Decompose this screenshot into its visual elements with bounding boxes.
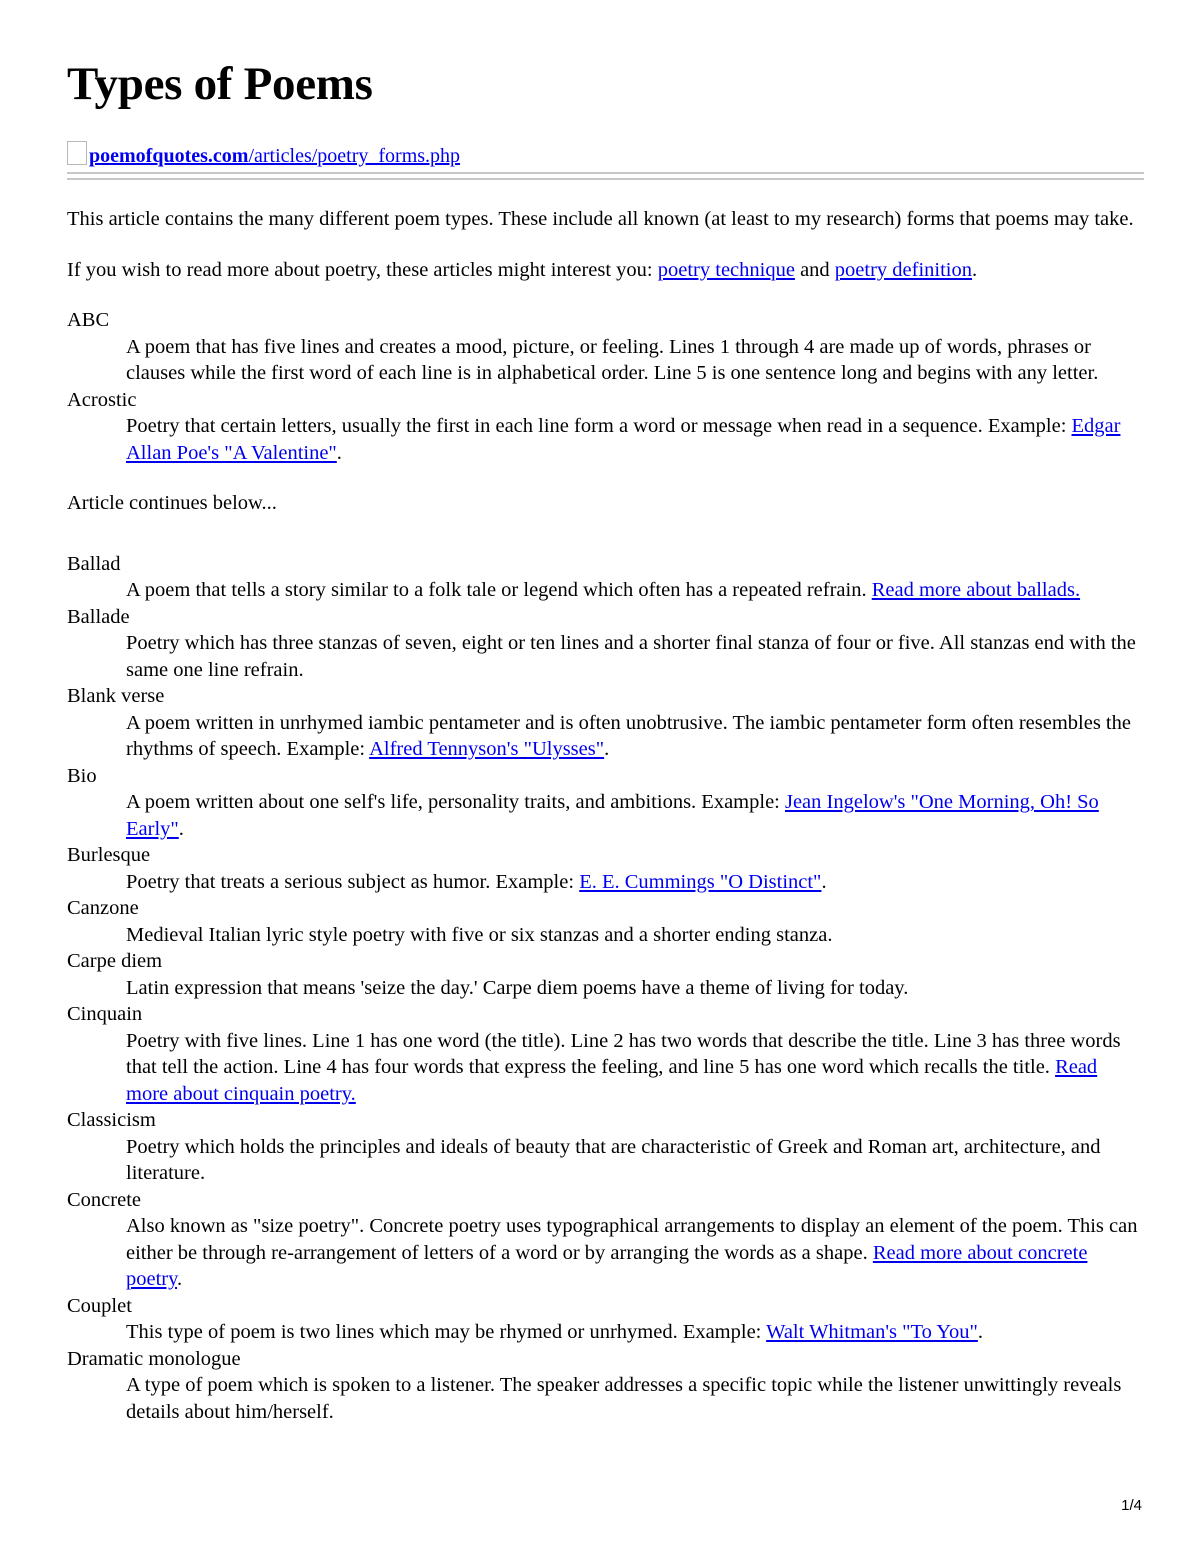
example-link-bio[interactable]: Jean Ingelow's "One Morning, Oh! So Early" [126,791,1099,840]
definition-canzone: Medieval Italian lyric style poetry with five or six stanzas and a shorter ending stanza. [126,923,833,946]
term-carpe-diem: Carpe diem [67,950,163,972]
source-domain: poemofquotes.com [89,145,249,167]
definition-concrete [126,1213,1144,1293]
definition-ballade: Poetry which has three stanzas of seven, eight or ten lines and a shorter final stanza of four or five. All stanzas end with the same one line refrain. [126,632,1136,681]
document-page [67,58,1144,1425]
definition-list-second [67,551,1144,1426]
poetry-definition-link[interactable]: poetry definition [834,258,973,281]
definition-bio [126,789,1144,842]
source-url-row [67,143,1144,171]
broken-image-icon [67,141,87,165]
source-path: /articles/poetry_forms.php [248,145,461,167]
example-link-acrostic[interactable]: Edgar Allan Poe's "A Valentine" [126,415,1121,464]
definition-text: A poem that tells a story similar to a folk tale or legend which often has a repeated refrain. [126,579,872,601]
term-burlesque: Burlesque [67,844,151,866]
poetry-technique-link[interactable]: poetry technique [657,258,795,281]
definition-abc: A poem that has five lines and creates a mood, picture, or feeling. Lines 1 through 4 are made up of words, phrases or clauses while the first word of each line is in alphabetical order. Line 5 is one sentence long and begins with any letter. [126,335,1099,384]
definition-text: Poetry that treats a serious subject as humor. Example: [126,870,580,893]
interest-text-middle: and [794,258,835,281]
definition-text: Poetry that certain letters, usually the first in each line form a word or message when read in a sequence. Example: [126,415,1072,437]
term-ballad: Ballad [67,552,121,575]
term-bio: Bio [67,764,97,787]
term-couplet: Couplet [67,1294,132,1317]
definition-burlesque [126,869,1144,896]
term-cinquain: Cinquain [67,1003,143,1025]
definition-text: Poetry with five lines. Line 1 has one word (the title). Line 2 has two words that describe the title. Line 3 has three words that tell the action. Line 4 has four words that express the feeling, and line 5 has one word which recalls the title. [126,1029,1121,1078]
definition-list-first [67,307,1144,466]
definition-blank-verse [126,710,1144,763]
example-link-blank-verse[interactable]: Alfred Tennyson's "Ulysses" [369,738,605,760]
term-acrostic: Acrostic [67,388,137,411]
term-blank-verse: Blank verse [67,685,165,707]
definition-classicism: Poetry which holds the principles and ideals of beauty that are characteristic of Greek and Roman art, architecture, and literature. [126,1135,1101,1184]
page-title: Types of Poems [67,58,373,110]
definition-text-after: . [336,441,342,464]
definition-text: This type of poem is two lines which may be rhymed or unrhymed. Example: [126,1321,767,1343]
term-concrete: Concrete [67,1188,141,1211]
definition-text-after: . [977,1321,983,1343]
header-divider [67,172,1144,180]
term-abc: ABC [67,309,110,331]
definition-acrostic [126,413,1144,466]
page-number: 1/4 [1121,1497,1142,1514]
term-dramatic-monologue: Dramatic monologue [67,1347,241,1370]
definition-dramatic-monologue: A type of poem which is spoken to a listener. The speaker addresses a specific topic while the listener unwittingly reveals details about him/herself. [126,1374,1122,1423]
definition-text-after: . [604,738,610,760]
term-classicism: Classicism [67,1109,156,1131]
definition-text-after: . [178,817,184,840]
article-continues-text: Article continues below... [67,492,277,514]
definition-text-after: . [177,1268,183,1290]
read-more-concrete-link[interactable]: Read more about concrete poetry [126,1241,1088,1290]
interest-text-after: . [972,258,978,281]
definition-text: A poem written about one self's life, personality traits, and ambitions. Example: [126,791,785,813]
definition-ballad [126,577,1144,604]
example-link-couplet[interactable]: Walt Whitman's "To You" [766,1321,978,1343]
interest-text-before: If you wish to read more about poetry, these articles might interest you: [67,258,658,281]
intro-paragraph: This article contains the many different poem types. These include all known (at least to my research) forms that poems may take. [67,208,1134,230]
read-more-ballads-link[interactable]: Read more about ballads. [871,579,1081,601]
definition-text: A poem written in unrhymed iambic pentameter and is often unobtrusive. The iambic pentameter form often resembles the rhythms of speech. Example: [126,711,1131,760]
definition-carpe-diem: Latin expression that means 'seize the day.' Carpe diem poems have a theme of living for today. [126,976,909,999]
read-more-cinquain-link[interactable]: Read more about cinquain poetry. [126,1056,1098,1105]
definition-text-after: . [821,870,827,893]
example-link-burlesque[interactable]: E. E. Cummings "O Distinct" [579,870,822,893]
definition-text: Also known as "size poetry". Concrete poetry uses typographical arrangements to display an element of the poem. This can either be through re-arrangement of letters of a word or by arranging the words as a shape. [126,1215,1138,1264]
interest-paragraph [67,257,1144,284]
definition-cinquain [126,1028,1144,1108]
definition-couplet [126,1319,1144,1346]
term-canzone: Canzone [67,897,139,919]
term-ballade: Ballade [67,605,130,628]
source-url-link[interactable] [89,143,460,169]
